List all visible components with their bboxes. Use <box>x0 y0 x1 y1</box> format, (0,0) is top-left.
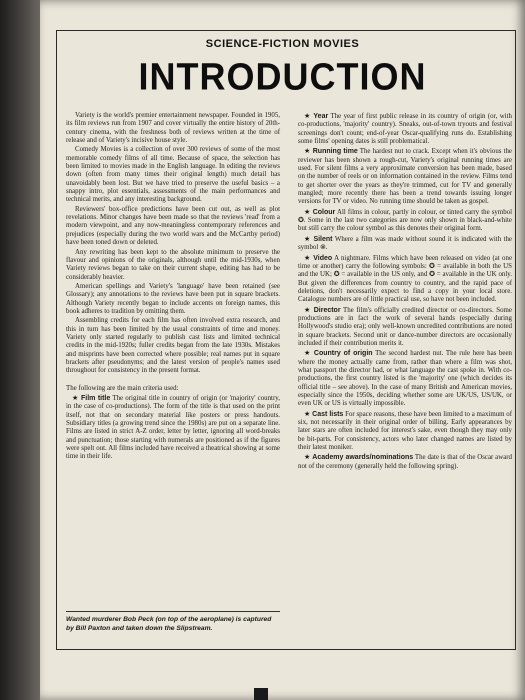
entry-text: For space reasons, these have been limited to a maximum of six, not necessarily in their original order of billing. Early appearances by later stars are often included for interest's sake, even though they may only be bit-parts. For consistency, actors who later changed names are listed by their latest moniker. <box>298 410 513 452</box>
star-icon: ★ <box>304 349 312 358</box>
intro-paragraph: Any rewriting has been kept to the absolute minimum to preserve the flavour and opinions of the originals, although until the mid-1930s, when Variety reviews began to take on their current shape, editing has had to be considerably heavier. <box>66 248 280 281</box>
star-icon: ★ <box>304 253 311 262</box>
star-icon: ★ <box>304 147 311 156</box>
page-number-tab <box>254 688 268 700</box>
book-gutter <box>0 0 40 700</box>
star-icon: ★ <box>304 453 311 462</box>
entry-text: The year of first public release in its country of origin (or, with co-productions, 'majority' country). Sneaks, out-of-town tryouts and festival screenings don't count; end-of-year Oscar-qualifying runs do. Establishing some films' opening dates is still problematical. <box>298 113 513 146</box>
criteria-entry <box>298 349 512 408</box>
entry-heading: Silent <box>313 235 333 243</box>
paragraph-gap <box>66 377 280 385</box>
star-icon: ★ <box>304 112 311 120</box>
criteria-entry <box>298 410 512 453</box>
photo-caption: Wanted murderer Bob Peck (on top of the aeroplane) is captured by Bill Paxton and taken down the Slipstream. <box>66 616 272 632</box>
entry-text: The second hardest nut. The rule here has been where the money actually came from, rather than where a film was shot, what passport the director had, or what language the cast spoke in. With co-productions, the first country listed is the 'majority' one (which decides its official title – see above). In the case of many British and American movies, especially since the 1950s, deciding whether some are UK/US, US/UK, or even UK or US is virtually impossible. <box>298 350 512 408</box>
intro-paragraph: American spellings and Variety's 'language' have been retained (see Glossary); any annotations to the reviews have been put in square brackets. Although Variety recently began to include accents on foreign names, this book adheres to tradition by omitting them. <box>66 282 280 315</box>
star-icon: ★ <box>304 234 311 243</box>
entry-text: The original title in country of origin (or 'majority' country, in the case of co-productions). The form of the title is that used on the print itself, not that on secondary material like posters or press handouts. Subsidiary titles (a growing trend since the 1980s) are put on a separate line. Films are listed in strict A-Z order, letter by letter, ignoring all word-breaks and punctuation; those starting with numerals are positioned as if the figures were spelt out. All films included have received a theatrical showing at some time in their life. <box>66 395 280 461</box>
entry-heading: Film title <box>81 395 111 402</box>
intro-paragraph: Reviewers' box-office predictions have been cut out, as well as plot revelations. Minor changes have been made so that the reviews 'read' from a modern viewpoint, and any now-meaningless contemporary references and prejudices (especially during the two world wars and the McCarthy period) have been toned down or deleted. <box>66 205 280 247</box>
criteria-entry <box>298 235 512 253</box>
criteria-entry <box>298 208 512 234</box>
right-column <box>298 112 512 647</box>
entry-heading: Country of origin <box>313 350 373 358</box>
criteria-entry <box>298 112 512 146</box>
entry-text: The film's officially credited director or co-directors. Some productions are in fact the work of several hands (especially during Hollywood's studio era); only well-known uncredited contributions are noted in square brackets. Second unit or dance-number directors are occasionally included if their contribution merits it. <box>298 306 512 347</box>
entry-heading: Director <box>313 306 341 314</box>
entry-text: Where a film was made without sound it is indicated with the symbol ⊗. <box>298 235 512 252</box>
intro-paragraph: Variety is the world's premier entertainment newspaper. Founded in 1905, its film reviews run from 1907 and cover virtually the entire history of 20th-century cinema, with the freshness both of reviews written at the time of release and of Variety's incisive house style. <box>66 112 280 145</box>
entry-heading: Year <box>313 113 329 120</box>
left-column <box>66 112 280 607</box>
entry-heading: Colour <box>312 208 336 216</box>
criteria-entry <box>298 306 512 349</box>
entry-text: The date is that of the Oscar award not of the ceremony (generally held the following spring). <box>298 454 512 470</box>
intro-paragraph: Assembling credits for each film has often involved extra research, and this in turn has been limited by the usual constraints of time and money. Variety only started regularly to publish cast lists and limited technical credits in the mid-1920s; fuller credits began from the late 1930s. Mistakes and misprints have been corrected where possible; real names put in square brackets after pseudonyms; and the latest version of people's names used throughout for consistency in the present format. <box>66 317 280 375</box>
entry-text: The hardest nut to crack. Except when it's obvious the reviewer has been shown a rough-cut, Variety's original running times are used. For silent films a very approximate conversion has been made, based on the number of reels or on information contained in the review. Films tend to get shorter over the years as they're trimmed, cut for TV and generally mangled; more recently there has been a trend towards issuing longer versions for TV or video. No running time should be taken as gospel. <box>298 148 512 206</box>
criteria-entry <box>298 453 512 471</box>
section-kicker: SCIENCE-FICTION MOVIES <box>205 38 360 50</box>
star-icon: ★ <box>304 305 312 314</box>
star-icon: ★ <box>72 394 79 402</box>
criteria-entry <box>298 147 512 206</box>
entry-text: A nightmare. Films which have been released on video (at one time or another) carry the following symbols: ✪ = available in both the US and the UK; ✪ = available in the US only, and ✪ = available in the UK only. But given the differences from country to country, and the rapid pace of deletions, don't necessarily expect to find a copy in your local store. Catalogue numbers are of little practical use, so have not been included. <box>298 254 513 304</box>
page-title: INTRODUCTION <box>138 54 427 98</box>
entry-text: All films in colour, partly in colour, or tinted carry the symbol ✪. Some in the last two categories are now only shown in black-and-white but still carry the colour symbol as this denotes their original form. <box>298 208 512 233</box>
book-page <box>40 0 525 700</box>
criteria-intro: The following are the main criteria used: <box>66 384 179 392</box>
criteria-entry <box>298 254 512 305</box>
entry-heading: Academy awards/nominations <box>312 454 414 462</box>
criteria-entry <box>66 394 280 462</box>
caption-rule <box>66 611 280 612</box>
entry-heading: Running time <box>312 148 358 156</box>
intro-paragraph: Comedy Movies is a collection of over 300 reviews of some of the most memorable comedy films of all time. Because of space, the selection has been limited to movies made in the English language. In editing the reviews down (often from many times their original length) much detail has unavoidably been lost. But we have tried to preserve the useful basics – a snappy intro, plot essentials, assessments of the main performances and technical merits, and any interesting background. <box>66 146 280 204</box>
entry-heading: Cast lists <box>312 410 344 418</box>
entry-heading: Video <box>313 254 333 262</box>
star-icon: ★ <box>304 409 311 418</box>
star-icon: ★ <box>304 207 311 216</box>
